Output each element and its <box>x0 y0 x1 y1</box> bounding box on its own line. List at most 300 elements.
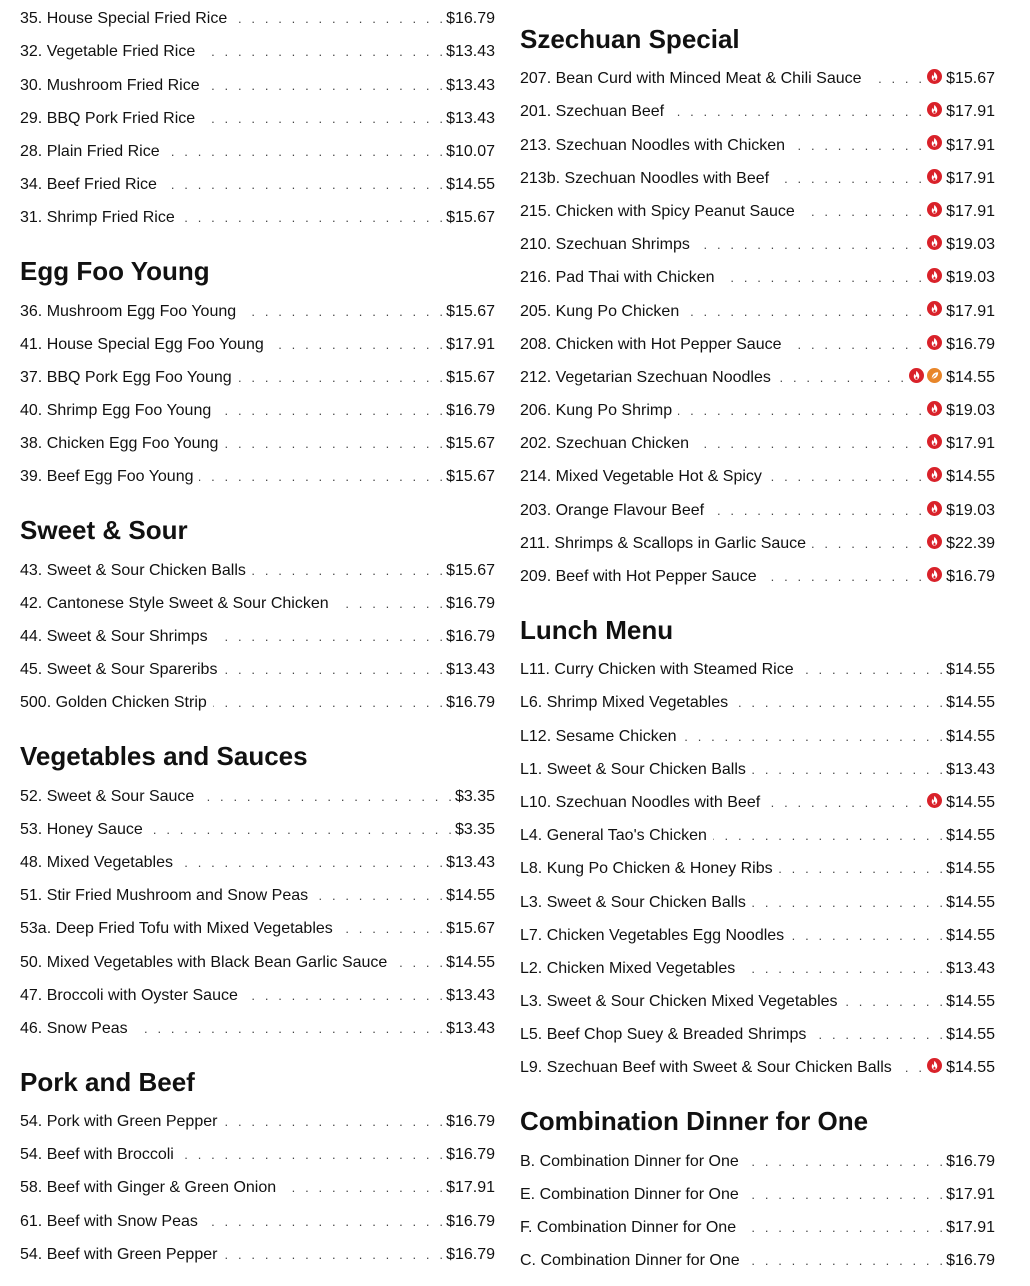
dietary-icons <box>927 135 942 150</box>
dot-leader <box>233 11 446 27</box>
menu-items-list <box>20 777 495 1043</box>
menu-item-price: $16.79 <box>946 1252 995 1270</box>
menu-item-name: 54. Beef with Green Pepper <box>20 1245 218 1263</box>
dot-leader <box>223 1247 446 1263</box>
menu-item-name: 35. House Special Fried Rice <box>20 10 228 28</box>
chili-flame-icon <box>927 501 942 516</box>
menu-item-name: 51. Stir Fried Mushroom and Snow Peas <box>20 887 309 905</box>
section-title: Vegetables and Sauces <box>20 741 308 772</box>
menu-item-price: $14.55 <box>946 694 995 712</box>
dot-leader <box>670 104 925 120</box>
menu-items-list <box>520 60 995 591</box>
menu-item-price: $14.55 <box>446 887 495 905</box>
dietary-icons <box>927 202 942 217</box>
menu-item-price: $15.67 <box>446 302 495 320</box>
dietary-icons <box>927 301 942 316</box>
menu-item-name: C. Combination Dinner for One <box>520 1252 740 1270</box>
menu-item <box>20 844 495 877</box>
menu-item-price: $16.79 <box>946 1152 995 1170</box>
menu-item-price: $16.79 <box>946 568 995 585</box>
menu-item-price: $17.91 <box>946 435 995 453</box>
menu-item-price: $13.43 <box>946 959 995 977</box>
dot-leader <box>741 961 946 977</box>
dot-leader <box>868 71 926 87</box>
menu-item <box>520 817 995 850</box>
menu-item-name: 29. BBQ Pork Fried Rice <box>20 109 196 127</box>
dot-leader <box>244 988 446 1004</box>
menu-item <box>20 551 495 584</box>
dot-leader <box>270 337 446 353</box>
dot-leader <box>742 1220 946 1236</box>
dot-leader <box>201 111 446 127</box>
menu-item <box>520 292 995 325</box>
menu-item <box>20 326 495 359</box>
dot-leader <box>224 436 446 452</box>
menu-item <box>520 950 995 983</box>
menu-item-price: $19.03 <box>946 236 995 254</box>
dot-leader <box>181 210 446 226</box>
menu-item-price: $19.03 <box>946 402 995 420</box>
menu-item <box>520 226 995 259</box>
menu-item <box>520 651 995 684</box>
dot-leader <box>779 861 946 877</box>
dot-leader <box>752 895 946 911</box>
menu-item-name: 206. Kung Po Shrimp <box>520 402 673 420</box>
menu-item-price: $13.43 <box>446 853 495 871</box>
menu-item-name: L5. Beef Chop Suey & Breaded Shrimps <box>520 1026 807 1044</box>
menu-item <box>520 717 995 750</box>
menu-item-name: L12. Sesame Chicken <box>520 727 677 745</box>
chili-flame-icon <box>927 793 942 808</box>
dot-leader <box>685 304 925 320</box>
dot-leader <box>213 695 446 711</box>
menu-item-price: $13.43 <box>446 76 495 94</box>
menu-items-list <box>20 1103 495 1269</box>
menu-item-price: $15.67 <box>946 70 995 88</box>
menu-item-price: $17.91 <box>946 202 995 220</box>
menu-item-price: $15.67 <box>446 435 495 453</box>
dot-leader <box>777 370 907 386</box>
dot-leader <box>199 469 446 485</box>
menu-item <box>20 877 495 910</box>
menu-item-name: 53a. Deep Fried Tofu with Mixed Vegetables <box>20 920 333 938</box>
chili-flame-icon <box>927 169 942 184</box>
chili-flame-icon <box>927 401 942 416</box>
menu-item-name: 215. Chicken with Spicy Peanut Sauce <box>520 202 795 220</box>
menu-item <box>20 166 495 199</box>
menu-item-price: $15.67 <box>446 468 495 486</box>
menu-item <box>20 684 495 717</box>
section-title: Combination Dinner for One <box>520 1106 869 1137</box>
menu-item <box>20 943 495 976</box>
menu-item <box>520 1242 995 1275</box>
chili-flame-icon <box>927 1058 942 1073</box>
menu-item-name: 203. Orange Flavour Beef <box>520 501 705 519</box>
menu-item-name: 53. Honey Sauce <box>20 820 143 838</box>
dietary-icons <box>927 501 942 516</box>
menu-item-name: 213. Szechuan Noodles with Chicken <box>520 136 786 154</box>
menu-item <box>20 910 495 943</box>
menu-item-name: 42. Cantonese Style Sweet & Sour Chicken <box>20 594 329 612</box>
menu-item <box>520 751 995 784</box>
dot-leader <box>214 629 446 645</box>
menu-item <box>520 458 995 491</box>
menu-item <box>20 359 495 392</box>
menu-item-price: $16.79 <box>946 335 995 353</box>
dot-leader <box>180 1147 446 1163</box>
leaf-icon <box>927 368 942 383</box>
dietary-icons <box>927 1058 942 1073</box>
menu-item-price: $14.55 <box>946 860 995 878</box>
menu-item <box>520 917 995 950</box>
menu-item <box>520 359 995 392</box>
dietary-icons <box>927 401 942 416</box>
dot-leader <box>898 1060 925 1076</box>
menu-item-price: $14.55 <box>946 727 995 745</box>
menu-item <box>20 585 495 618</box>
menu-item <box>20 1202 495 1235</box>
dietary-icons <box>927 102 942 117</box>
menu-item-name: 34. Beef Fried Rice <box>20 176 157 194</box>
dot-leader <box>720 270 925 286</box>
menu-item <box>20 33 495 66</box>
menu-item-price: $13.43 <box>446 109 495 127</box>
menu-item <box>520 126 995 159</box>
menu-item-name: 28. Plain Fried Rice <box>20 142 160 160</box>
section-title: Pork and Beef <box>20 1066 195 1097</box>
section-title: Egg Foo Young <box>20 256 210 287</box>
chili-flame-icon <box>927 202 942 217</box>
dot-leader <box>745 1187 946 1203</box>
menu-item-price: $16.79 <box>446 1146 495 1164</box>
dot-leader <box>149 822 455 838</box>
menu-item-name: 32. Vegetable Fried Rice <box>20 43 196 61</box>
menu-item-price: $14.55 <box>946 993 995 1011</box>
menu-item <box>520 326 995 359</box>
menu-column-left <box>20 0 495 1269</box>
dietary-icons <box>927 268 942 283</box>
menu-items-list <box>20 0 495 232</box>
menu-item <box>20 1169 495 1202</box>
menu-item <box>520 392 995 425</box>
menu-item <box>20 0 495 33</box>
menu-items-list <box>20 292 495 491</box>
menu-item-name: 45. Sweet & Sour Spareribs <box>20 661 218 679</box>
menu-item <box>20 458 495 491</box>
menu-item-name: 52. Sweet & Sour Sauce <box>20 787 195 805</box>
dot-leader <box>166 144 446 160</box>
menu-item-price: $17.91 <box>946 136 995 154</box>
menu-item <box>520 60 995 93</box>
menu-item <box>520 1049 995 1082</box>
dot-leader <box>745 1154 946 1170</box>
menu-item-name: 39. Beef Egg Foo Young <box>20 468 194 486</box>
menu-item-price: $16.79 <box>446 594 495 612</box>
menu-item-name: 48. Mixed Vegetables <box>20 853 173 871</box>
menu-item-price: $16.79 <box>446 10 495 28</box>
menu-item <box>20 977 495 1010</box>
menu-item-name: L4. General Tao's Chicken <box>520 827 707 845</box>
menu-item-name: L8. Kung Po Chicken & Honey Ribs <box>520 860 773 878</box>
chili-flame-icon <box>927 534 942 549</box>
dot-leader <box>242 304 446 320</box>
menu-item <box>520 1209 995 1242</box>
menu-item-price: $14.55 <box>946 926 995 944</box>
dietary-icons <box>927 235 942 250</box>
menu-item <box>520 160 995 193</box>
menu-item-price: $14.55 <box>946 793 995 811</box>
menu-item-price: $17.91 <box>446 335 495 353</box>
menu-item-price: $13.43 <box>446 986 495 1004</box>
menu-item-price: $19.03 <box>946 501 995 519</box>
chili-flame-icon <box>927 235 942 250</box>
dot-leader <box>787 337 925 353</box>
menu-item-name: 201. Szechuan Beef <box>520 103 665 121</box>
dot-leader <box>710 503 925 519</box>
menu-item-price: $16.79 <box>446 1245 495 1263</box>
chili-flame-icon <box>927 434 942 449</box>
dot-leader <box>282 1180 446 1196</box>
menu-section-szechuan-special <box>520 24 995 591</box>
menu-item-name: L2. Chicken Mixed Vegetables <box>520 959 736 977</box>
menu-item-name: 500. Golden Chicken Strip <box>20 694 207 712</box>
dietary-icons <box>927 534 942 549</box>
menu-item-name: 41. House Special Egg Foo Young <box>20 335 264 353</box>
menu-item-name: 54. Beef with Broccoli <box>20 1146 174 1164</box>
menu-item-name: 43. Sweet & Sour Chicken Balls <box>20 561 246 579</box>
dot-leader <box>734 695 946 711</box>
menu-item-name: L6. Shrimp Mixed Vegetables <box>520 694 729 712</box>
dot-leader <box>801 204 925 220</box>
menu-item <box>520 558 995 591</box>
menu-item-name: 40. Shrimp Egg Foo Young <box>20 402 212 420</box>
menu-item-price: $14.55 <box>946 1059 995 1077</box>
menu-item <box>520 491 995 524</box>
menu-item-price: $14.55 <box>446 176 495 194</box>
menu-item-price: $16.79 <box>446 1212 495 1230</box>
menu-item-price: $14.55 <box>946 1026 995 1044</box>
menu-item-name: 214. Mixed Vegetable Hot & Spicy <box>520 468 762 486</box>
chili-flame-icon <box>927 102 942 117</box>
menu-section-fried-rice <box>20 0 495 232</box>
menu-item-price: $17.91 <box>946 1219 995 1236</box>
menu-item <box>520 983 995 1016</box>
menu-item <box>20 1236 495 1269</box>
menu-item-name: 205. Kung Po Chicken <box>520 302 680 320</box>
menu-item <box>20 1136 495 1169</box>
dot-leader <box>238 370 446 386</box>
menu-item-name: L11. Curry Chicken with Steamed Rice <box>520 661 794 679</box>
menu-item-name: L3. Sweet & Sour Chicken Mixed Vegetables <box>520 993 838 1011</box>
menu-item <box>520 883 995 916</box>
menu-item-price: $13.43 <box>946 760 995 778</box>
section-title: Szechuan Special <box>520 24 740 54</box>
menu-item-price: $15.67 <box>446 368 495 386</box>
menu-item-name: 46. Snow Peas <box>20 1019 128 1037</box>
menu-item-price: $17.91 <box>946 1185 995 1203</box>
dot-leader <box>206 78 446 94</box>
menu-item <box>20 1010 495 1043</box>
menu-item-name: 211. Shrimps & Scallops in Garlic Sauce <box>520 534 807 552</box>
dot-leader <box>223 1114 446 1130</box>
menu-item-price: $13.43 <box>446 43 495 61</box>
menu-item-name: 207. Bean Curd with Minced Meat & Chili Sauce <box>520 70 862 88</box>
menu-item-name: 50. Mixed Vegetables with Black Bean Garlic Sauce <box>20 953 388 971</box>
menu-item <box>20 1103 495 1136</box>
section-title: Lunch Menu <box>520 615 674 645</box>
menu-item-price: $15.67 <box>446 561 495 579</box>
menu-item <box>20 66 495 99</box>
dot-leader <box>217 403 446 419</box>
dietary-icons <box>927 69 942 84</box>
dot-leader <box>314 888 446 904</box>
dot-leader <box>768 469 925 485</box>
dietary-icons <box>927 793 942 808</box>
menu-item <box>520 525 995 558</box>
dot-leader <box>179 855 446 871</box>
dot-leader <box>800 662 946 678</box>
menu-item-name: 31. Shrimp Fried Rice <box>20 209 175 227</box>
menu-item-name: 36. Mushroom Egg Foo Young <box>20 302 237 320</box>
dot-leader <box>134 1021 446 1037</box>
menu-item-price: $14.55 <box>946 827 995 845</box>
menu-item-price: $3.35 <box>454 787 495 805</box>
menu-item-price: $19.03 <box>946 269 995 287</box>
dot-leader <box>713 828 946 844</box>
menu-item-name: 58. Beef with Ginger & Green Onion <box>20 1179 277 1197</box>
dot-leader <box>695 436 925 452</box>
menu-item <box>20 133 495 166</box>
menu-item-name: 44. Sweet & Sour Shrimps <box>20 628 208 645</box>
dot-leader <box>763 569 925 585</box>
dietary-icons <box>927 567 942 582</box>
menu-section-pork-and-beef <box>20 1067 495 1269</box>
menu-item-name: L9. Szechuan Beef with Sweet & Sour Chicken Balls <box>520 1059 892 1077</box>
menu-item <box>520 259 995 292</box>
dot-leader <box>812 1027 946 1043</box>
menu-item-name: 37. BBQ Pork Egg Foo Young <box>20 368 232 386</box>
dot-leader <box>252 563 446 579</box>
menu-item <box>20 199 495 232</box>
menu-item-name: 54. Pork with Green Pepper <box>20 1113 218 1131</box>
menu-item-name: 30. Mushroom Fried Rice <box>20 76 200 94</box>
menu-item-price: $15.67 <box>446 209 495 227</box>
menu-item <box>520 1142 995 1175</box>
menu-item-name: 210. Szechuan Shrimps <box>520 236 690 254</box>
dot-leader <box>163 177 446 193</box>
menu-items-list <box>520 1142 995 1275</box>
dot-leader <box>696 237 925 253</box>
dot-leader <box>790 928 946 944</box>
menu-section-combination-dinner-for-one <box>520 1106 995 1275</box>
menu-item-price: $3.35 <box>454 820 495 838</box>
chili-flame-icon <box>927 467 942 482</box>
menu-item-name: 208. Chicken with Hot Pepper Sauce <box>520 335 782 353</box>
menu-item <box>20 100 495 133</box>
dot-leader <box>775 171 925 187</box>
menu-items-list <box>520 651 995 1082</box>
dot-leader <box>746 1253 946 1269</box>
menu-item-price: $13.43 <box>446 1019 495 1037</box>
menu-item <box>20 292 495 325</box>
dot-leader <box>204 1214 446 1230</box>
dot-leader <box>393 955 446 971</box>
menu-item-name: E. Combination Dinner for One <box>520 1185 739 1203</box>
menu-item-name: L1. Sweet & Sour Chicken Balls <box>520 760 746 778</box>
chili-flame-icon <box>927 301 942 316</box>
menu-item <box>520 93 995 126</box>
menu-item-price: $17.91 <box>946 169 995 187</box>
menu-column-right <box>520 0 995 1275</box>
menu-item-price: $17.91 <box>946 302 995 320</box>
menu-item-name: L3. Sweet & Sour Chicken Balls <box>520 893 746 911</box>
menu-item-name: 216. Pad Thai with Chicken <box>520 269 715 287</box>
menu-item <box>520 1176 995 1209</box>
chili-flame-icon <box>927 268 942 283</box>
menu-item-price: $17.91 <box>946 103 995 121</box>
menu-item-price: $10.07 <box>446 142 495 160</box>
dietary-icons <box>927 169 942 184</box>
menu-item-price: $16.79 <box>446 1113 495 1131</box>
menu-item-price: $14.55 <box>446 953 495 971</box>
chili-flame-icon <box>909 368 924 383</box>
menu-item-price: $14.55 <box>946 368 995 386</box>
menu-item <box>520 850 995 883</box>
dot-leader <box>812 536 925 552</box>
menu-item <box>20 425 495 458</box>
menu-item-name: 213b. Szechuan Noodles with Beef <box>520 169 770 187</box>
chili-flame-icon <box>927 135 942 150</box>
menu-item-name: 61. Beef with Snow Peas <box>20 1212 198 1230</box>
menu-item <box>520 684 995 717</box>
menu-items-list <box>20 551 495 717</box>
menu-item <box>520 425 995 458</box>
chili-flame-icon <box>927 335 942 350</box>
dot-leader <box>752 762 946 778</box>
menu-item-name: B. Combination Dinner for One <box>520 1152 739 1170</box>
chili-flame-icon <box>927 69 942 84</box>
menu-item-name: 209. Beef with Hot Pepper Sauce <box>520 568 757 585</box>
dot-leader <box>335 596 446 612</box>
dietary-icons <box>927 434 942 449</box>
dot-leader <box>791 138 925 154</box>
menu-item <box>520 784 995 817</box>
dot-leader <box>200 789 455 805</box>
dot-leader <box>844 994 947 1010</box>
menu-item <box>520 193 995 226</box>
dietary-icons <box>909 368 942 383</box>
menu-item <box>20 777 495 810</box>
menu-item-name: 212. Vegetarian Szechuan Noodles <box>520 368 771 386</box>
menu-item-price: $15.67 <box>446 920 495 938</box>
menu-item-price: $14.55 <box>946 661 995 679</box>
menu-item-name: 38. Chicken Egg Foo Young <box>20 435 219 453</box>
menu-item-price: $16.79 <box>446 694 495 712</box>
menu-section-lunch-menu <box>520 615 995 1082</box>
menu-item-name: 47. Broccoli with Oyster Sauce <box>20 986 238 1004</box>
menu-item <box>520 1016 995 1049</box>
dot-leader <box>766 795 925 811</box>
menu-item-price: $13.43 <box>446 661 495 679</box>
menu-item <box>20 651 495 684</box>
dietary-icons <box>927 335 942 350</box>
menu-section-egg-foo-young <box>20 256 495 491</box>
menu-item-price: $16.79 <box>446 402 495 420</box>
menu-item-price: $14.55 <box>946 893 995 911</box>
dietary-icons <box>927 467 942 482</box>
menu-section-vegetables-and-sauces <box>20 741 495 1043</box>
menu-item-price: $22.39 <box>946 534 995 552</box>
